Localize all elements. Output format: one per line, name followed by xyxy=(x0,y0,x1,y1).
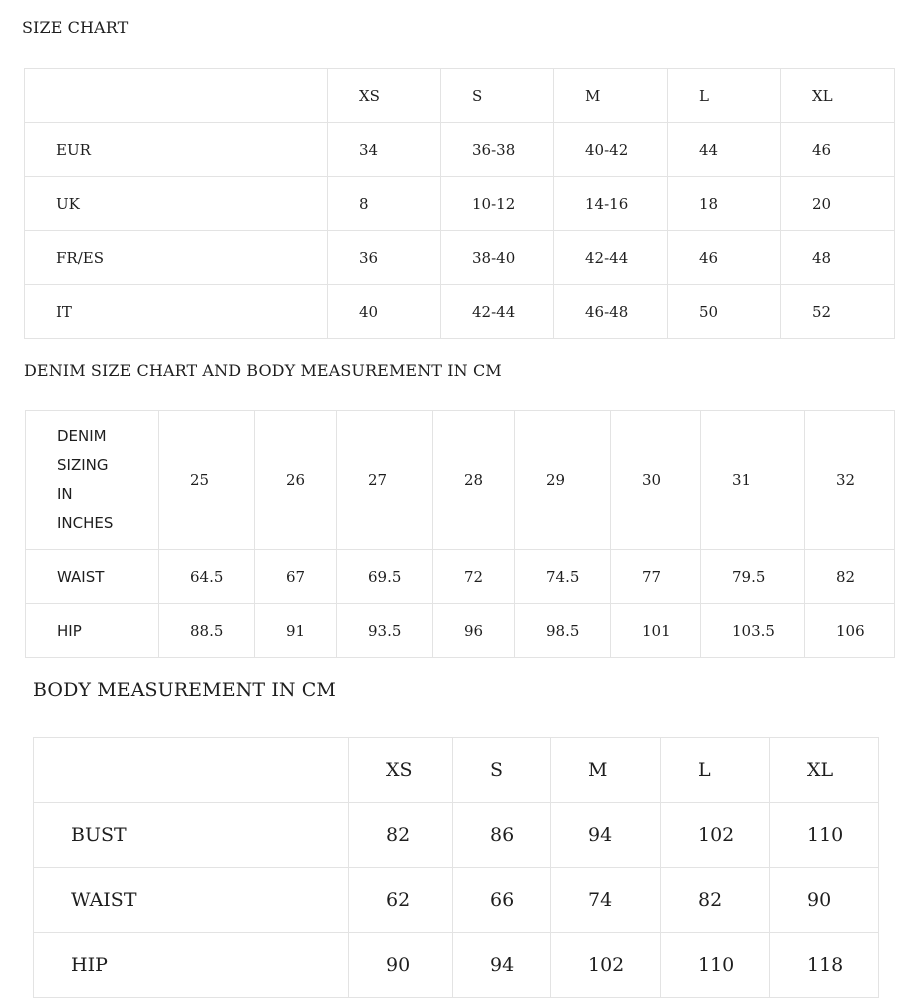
header-cell: XS xyxy=(328,69,441,123)
table-cell: 52 xyxy=(781,285,895,339)
row-label: BUST xyxy=(34,803,349,868)
row-label: HIP xyxy=(34,933,349,998)
table-cell: 118 xyxy=(770,933,879,998)
header-cell: 28 xyxy=(433,411,515,550)
denim-label-line: SIZING xyxy=(57,456,109,474)
table-cell: 38-40 xyxy=(441,231,554,285)
header-cell: L xyxy=(668,69,781,123)
table-cell: 82 xyxy=(805,550,895,604)
table-cell: 69.5 xyxy=(337,550,433,604)
table-row xyxy=(25,285,895,339)
table-cell: 91 xyxy=(255,604,337,658)
denim-label-line: INCHES xyxy=(57,514,114,532)
table-cell: 34 xyxy=(328,123,441,177)
table-cell: 101 xyxy=(611,604,701,658)
denim-label-line: DENIM xyxy=(57,427,107,445)
size-chart-title: SIZE CHART xyxy=(22,18,129,37)
table-cell: 74.5 xyxy=(515,550,611,604)
header-cell: L xyxy=(661,738,770,803)
table-cell: 36-38 xyxy=(441,123,554,177)
denim-chart-title: DENIM SIZE CHART AND BODY MEASUREMENT IN CM xyxy=(24,361,502,380)
table-cell: 62 xyxy=(349,868,453,933)
header-cell: 26 xyxy=(255,411,337,550)
table-row xyxy=(26,604,895,658)
row-label: IT xyxy=(25,285,328,339)
table-cell: 46-48 xyxy=(554,285,668,339)
table-cell: 79.5 xyxy=(701,550,805,604)
table-cell: 42-44 xyxy=(554,231,668,285)
table-header-row xyxy=(25,69,895,123)
table-row xyxy=(25,123,895,177)
denim-label-line: IN xyxy=(57,485,73,503)
table-cell: 110 xyxy=(661,933,770,998)
table-cell: 14-16 xyxy=(554,177,668,231)
header-cell: 31 xyxy=(701,411,805,550)
row-label: WAIST xyxy=(34,868,349,933)
table-cell: 82 xyxy=(661,868,770,933)
header-cell: 32 xyxy=(805,411,895,550)
table-cell: 98.5 xyxy=(515,604,611,658)
table-cell: 8 xyxy=(328,177,441,231)
row-label: HIP xyxy=(26,604,159,658)
table-cell: 93.5 xyxy=(337,604,433,658)
row-label: EUR xyxy=(25,123,328,177)
table-cell: 90 xyxy=(770,868,879,933)
table-cell: 94 xyxy=(551,803,661,868)
header-cell: 25 xyxy=(159,411,255,550)
header-cell: 29 xyxy=(515,411,611,550)
header-cell: XS xyxy=(349,738,453,803)
table-header-row xyxy=(26,411,895,550)
table-cell: 18 xyxy=(668,177,781,231)
table-cell: 40-42 xyxy=(554,123,668,177)
header-cell: XL xyxy=(770,738,879,803)
table-cell: 67 xyxy=(255,550,337,604)
table-header-row xyxy=(34,738,879,803)
size-chart-table xyxy=(24,68,895,339)
table-cell: 36 xyxy=(328,231,441,285)
table-cell: 66 xyxy=(453,868,551,933)
body-measurement-title: BODY MEASUREMENT IN CM xyxy=(33,679,336,701)
table-cell: 42-44 xyxy=(441,285,554,339)
table-cell: 48 xyxy=(781,231,895,285)
table-cell: 64.5 xyxy=(159,550,255,604)
row-label: WAIST xyxy=(26,550,159,604)
table-cell: 46 xyxy=(781,123,895,177)
table-row xyxy=(34,933,879,998)
table-row xyxy=(25,177,895,231)
table-cell: 72 xyxy=(433,550,515,604)
row-label: UK xyxy=(25,177,328,231)
table-cell: 110 xyxy=(770,803,879,868)
table-cell: 50 xyxy=(668,285,781,339)
table-cell: 88.5 xyxy=(159,604,255,658)
table-row xyxy=(34,803,879,868)
header-cell: M xyxy=(551,738,661,803)
table-cell: 82 xyxy=(349,803,453,868)
table-cell: 106 xyxy=(805,604,895,658)
table-cell: 10-12 xyxy=(441,177,554,231)
body-measurement-table xyxy=(33,737,879,998)
denim-sizing-label xyxy=(26,411,159,550)
table-cell: 86 xyxy=(453,803,551,868)
denim-size-table xyxy=(25,410,895,658)
header-cell xyxy=(34,738,349,803)
table-cell: 103.5 xyxy=(701,604,805,658)
table-cell: 90 xyxy=(349,933,453,998)
table-cell: 102 xyxy=(551,933,661,998)
table-cell: 96 xyxy=(433,604,515,658)
table-row xyxy=(26,550,895,604)
table-cell: 20 xyxy=(781,177,895,231)
header-cell: XL xyxy=(781,69,895,123)
table-row xyxy=(25,231,895,285)
header-cell: M xyxy=(554,69,668,123)
table-cell: 44 xyxy=(668,123,781,177)
header-cell: S xyxy=(441,69,554,123)
table-cell: 102 xyxy=(661,803,770,868)
table-cell: 94 xyxy=(453,933,551,998)
header-cell: S xyxy=(453,738,551,803)
header-cell xyxy=(25,69,328,123)
header-cell: 30 xyxy=(611,411,701,550)
row-label: FR/ES xyxy=(25,231,328,285)
table-cell: 74 xyxy=(551,868,661,933)
header-cell: 27 xyxy=(337,411,433,550)
table-cell: 40 xyxy=(328,285,441,339)
table-cell: 77 xyxy=(611,550,701,604)
table-cell: 46 xyxy=(668,231,781,285)
table-row xyxy=(34,868,879,933)
